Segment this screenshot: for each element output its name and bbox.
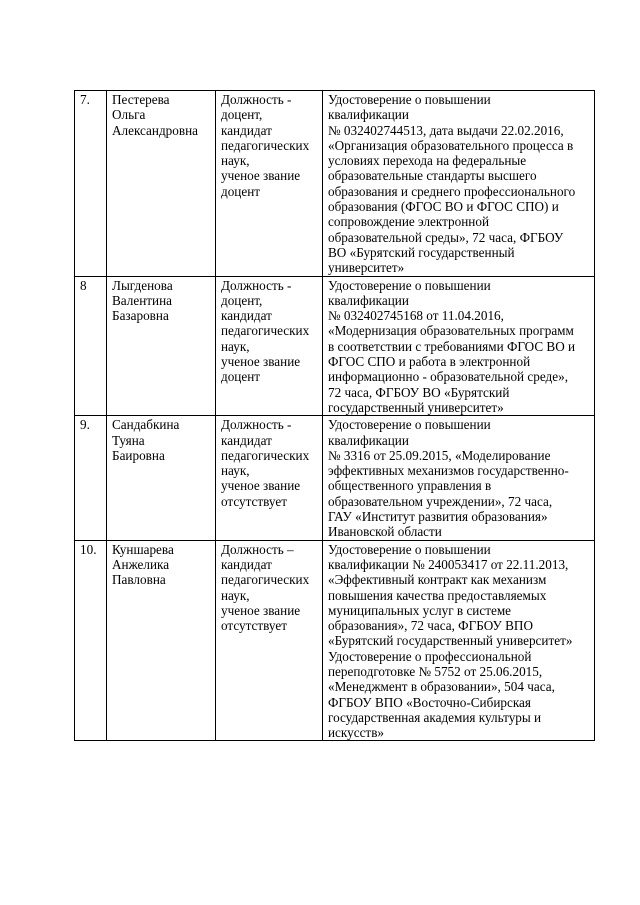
staff-position: Должность - кандидат педагогических наук, ученое звание отсутствует xyxy=(216,416,323,540)
row-number: 10. xyxy=(75,540,107,741)
qualification-details: Удостоверение о повышении квалификации № 3316 от 25.09.2015, «Моделирование эффективных механизмов государственно- общественного управления в образовательном учреждении», 72 часа, ГАУ «Институт развития образования» Ивановской области xyxy=(323,416,595,540)
table-row xyxy=(75,276,595,416)
row-number: 8 xyxy=(75,276,107,416)
row-number: 9. xyxy=(75,416,107,540)
table-row xyxy=(75,416,595,540)
staff-position: Должность – кандидат педагогических наук, ученое звание отсутствует xyxy=(216,540,323,741)
staff-name: Лыгденова Валентина Базаровна xyxy=(107,276,216,416)
staff-name: Пестерева Ольга Александровна xyxy=(107,91,216,277)
staff-position: Должность - доцент, кандидат педагогических наук, ученое звание доцент xyxy=(216,91,323,277)
table-row xyxy=(75,540,595,741)
qualification-details: Удостоверение о повышении квалификации № 240053417 от 22.11.2013, «Эффективный контракт как механизм повышения качества предоставляемых муниципальных услуг в системе образования», 72 часа, ФГБОУ ВПО «Бурятский государственный университет» Удостоверение о профессиональной переподготовке № 5752 от 25.06.2015, «Менеджмент в образовании», 504 часа, ФГБОУ ВПО «Восточно-Сибирская государственная академия культуры и искусств» xyxy=(323,540,595,741)
row-number: 7. xyxy=(75,91,107,277)
qualification-details: Удостоверение о повышении квалификации № 032402745168 от 11.04.2016, «Модернизация образовательных программ в соответствии с требованиями ФГОС ВО и ФГОС СПО и работа в электронной информационно - образовательной среде», 72 часа, ФГБОУ ВО «Бурятский государственный университет» xyxy=(323,276,595,416)
table-row xyxy=(75,91,595,277)
qualification-details: Удостоверение о повышении квалификации № 032402744513, дата выдачи 22.02.2016, «Организация образовательного процесса в условиях перехода на федеральные образовательные стандарты высшего образования и среднего профессионального образования (ФГОС ВО и ФГОС СПО) и сопровождение электронной образовательной среды», 72 часа, ФГБОУ ВО «Бурятский государственный университет» xyxy=(323,91,595,277)
staff-position: Должность - доцент, кандидат педагогических наук, ученое звание доцент xyxy=(216,276,323,416)
staff-name: Куншарева Анжелика Павловна xyxy=(107,540,216,741)
staff-name: Сандабкина Туяна Баировна xyxy=(107,416,216,540)
staff-qualification-table xyxy=(74,90,595,741)
